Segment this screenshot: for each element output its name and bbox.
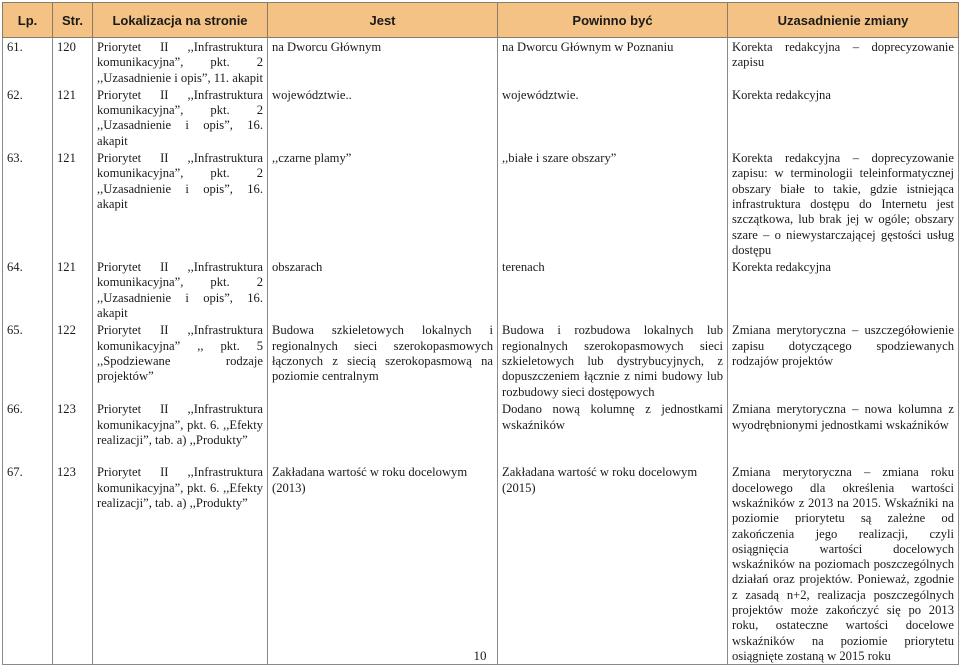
row-str: 123 [53, 463, 93, 664]
page-number: 10 [473, 648, 487, 663]
row-jest: Zakładana wartość w roku docelowym (2013) [268, 463, 498, 664]
row-uzasadnienie: Korekta redakcyjna – doprecyzowanie zapisu: w terminologii teleinformatycznej obszary białe to takie, gdzie istniejąca infrastruktura dostępu do Internetu jest szczątkowa, lub brak jej w ogóle; obszary szare – o niewystarczającej gęstości usług dostępu [728, 149, 959, 258]
row-lp: 62. [3, 86, 53, 149]
row-lp: 67. [3, 463, 53, 664]
row-str: 122 [53, 321, 93, 400]
row-jest: ,,czarne plamy” [268, 149, 498, 258]
row-lokalizacja: Priorytet II ,,Infrastruktura komunikacyjna”, pkt. 2 ,,Uzasadnienie i opis”, 16. akapit [93, 86, 268, 149]
row-jest: Budowa szkieletowych lokalnych i regionalnych sieci szerokopasmowych łączonych z siecią szerokopasmową na poziomie centralnym [268, 321, 498, 400]
table-row [3, 321, 959, 400]
header-jest: Jest [268, 3, 498, 38]
row-lp: 61. [3, 38, 53, 86]
row-powinno-byc: województwie. [498, 86, 728, 149]
row-lokalizacja: Priorytet II ,,Infrastruktura komunikacyjna”, pkt. 2 ,,Uzasadnienie i opis”, 11. akapit [93, 38, 268, 86]
row-uzasadnienie: Korekta redakcyjna [728, 258, 959, 321]
row-lokalizacja: Priorytet II ,,Infrastruktura komunikacyjna”, pkt. 6. ,,Efekty realizacji”, tab. a) ,,Produkty” [93, 463, 268, 664]
row-lokalizacja: Priorytet II ,,Infrastruktura komunikacyjna” ,, pkt. 5 ,,Spodziewane rodzaje projektów” [93, 321, 268, 400]
header-uzasadnienie: Uzasadnienie zmiany [728, 3, 959, 38]
row-powinno-byc: na Dworcu Głównym w Poznaniu [498, 38, 728, 86]
row-str: 123 [53, 400, 93, 463]
header-str: Str. [53, 3, 93, 38]
row-powinno-byc: Dodano nową kolumnę z jednostkami wskaźników [498, 400, 728, 463]
row-lokalizacja: Priorytet II ,,Infrastruktura komunikacyjna”, pkt. 6. ,,Efekty realizacji”, tab. a) ,,Produkty” [93, 400, 268, 463]
row-powinno-byc: Zakładana wartość w roku docelowym (2015) [498, 463, 728, 664]
header-powinno-byc: Powinno być [498, 3, 728, 38]
row-uzasadnienie: Korekta redakcyjna – doprecyzowanie zapisu [728, 38, 959, 86]
row-lp: 66. [3, 400, 53, 463]
header-lokalizacja: Lokalizacja na stronie [93, 3, 268, 38]
row-lokalizacja: Priorytet II ,,Infrastruktura komunikacyjna”, pkt. 2 ,,Uzasadnienie i opis”, 16. akapit [93, 258, 268, 321]
row-lp: 64. [3, 258, 53, 321]
corrections-table [2, 2, 959, 665]
row-powinno-byc: ,,białe i szare obszary” [498, 149, 728, 258]
table-row [3, 258, 959, 321]
row-jest: obszarach [268, 258, 498, 321]
table-row [3, 400, 959, 463]
row-uzasadnienie: Korekta redakcyjna [728, 86, 959, 149]
table-row [3, 38, 959, 86]
row-powinno-byc: Budowa i rozbudowa lokalnych lub regionalnych szerokopasmowych sieci szkieletowych lub dystrybucyjnych, z dopuszczeniem łącznie z nimi budowy lub rozbudowy sieci dostępowych [498, 321, 728, 400]
row-str: 120 [53, 38, 93, 86]
row-lp: 65. [3, 321, 53, 400]
table-header-row [3, 3, 959, 38]
row-uzasadnienie: Zmiana merytoryczna – zmiana roku docelowego dla określenia wartości wskaźników z 2013 na 2015. Wskaźniki na poziomie priorytetu są zależne od zakończenia jego realizacji, czyli osiągnięcia wartości docelowych wskaźników na poziomach poszczególnych działań oraz projektów. Ponieważ, zgodnie z zasadą n+2, realizacja poszczególnych projektów może zakończyć się po 2013 roku, ostateczne wartości docelowe wskaźników na poziomie priorytetu osiągnięte zostaną w 2015 roku [728, 463, 959, 664]
row-jest [268, 400, 498, 463]
table-row [3, 149, 959, 258]
row-lp: 63. [3, 149, 53, 258]
table-row [3, 463, 959, 664]
row-powinno-byc: terenach [498, 258, 728, 321]
row-jest: na Dworcu Głównym [268, 38, 498, 86]
row-jest: województwie.. [268, 86, 498, 149]
row-str: 121 [53, 258, 93, 321]
row-str: 121 [53, 86, 93, 149]
row-uzasadnienie: Zmiana merytoryczna – uszczegółowienie zapisu dotyczącego spodziewanych rodzajów projektów [728, 321, 959, 400]
row-str: 121 [53, 149, 93, 258]
row-uzasadnienie: Zmiana merytoryczna – nowa kolumna z wyodrębnionymi jednostkami wskaźników [728, 400, 959, 463]
header-lp: Lp. [3, 3, 53, 38]
table-row [3, 86, 959, 149]
row-lokalizacja: Priorytet II ,,Infrastruktura komunikacyjna”, pkt. 2 ,,Uzasadnienie i opis”, 16. akapit [93, 149, 268, 258]
